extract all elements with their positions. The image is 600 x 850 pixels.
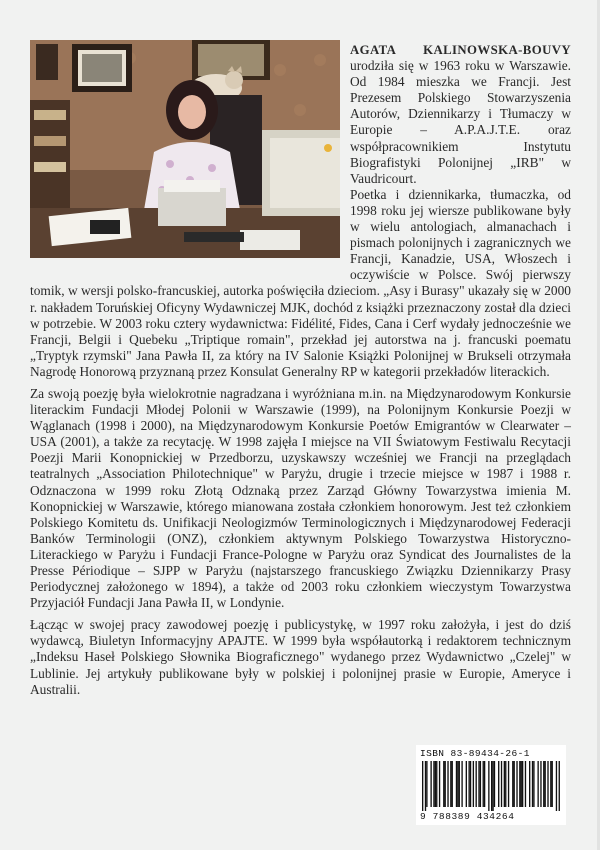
barcode-bar <box>457 761 458 807</box>
barcode-bar <box>492 761 493 811</box>
barcode-bar <box>483 761 484 807</box>
barcode-bar <box>466 761 467 807</box>
barcode-bar <box>488 761 489 811</box>
barcode-bar <box>426 761 427 807</box>
isbn-barcode <box>416 745 566 825</box>
barcode-bar <box>512 761 513 807</box>
barcode-bar <box>521 761 522 807</box>
barcode-bar <box>439 761 440 807</box>
barcode-bar <box>436 761 437 807</box>
barcode-bar <box>422 761 423 811</box>
barcode-bar <box>547 761 548 807</box>
author-name: AGATA KALINOWSKA-BOUVY <box>350 43 571 57</box>
barcode-bar <box>461 761 462 807</box>
barcode-bar <box>552 761 553 807</box>
barcode-bar <box>494 761 495 807</box>
barcode-bar <box>445 761 446 807</box>
photo-spacer <box>30 42 350 274</box>
barcode-bar <box>468 761 469 807</box>
barcode-bar <box>452 761 453 807</box>
barcode-bar <box>519 761 520 807</box>
biography-text <box>30 42 571 698</box>
barcode-bar <box>522 761 523 807</box>
barcode-bar <box>537 761 538 807</box>
barcode-bar <box>473 761 474 807</box>
barcode-bar <box>533 761 534 807</box>
barcode-bar <box>430 761 431 807</box>
isbn-label: ISBN 83-89434-26-1 <box>420 748 530 759</box>
barcode-bar <box>443 761 444 807</box>
barcode-bar <box>559 761 560 811</box>
barcode-bar <box>435 761 436 807</box>
barcode-bar <box>514 761 515 807</box>
ean-digits: 9 788389 434264 <box>420 811 515 822</box>
paragraph-career: Poetka i dziennikarka, tłumaczka, od 1998 roku jej wiersze publikowane były w wielu antologiach, almanachach i pismach polonijnych i zagranicznych we Francji, Kanadzie, USA, Włoszech i oczywiście w Polsce. Swój pierwszy tomik, w wersji polsko-francuskiej, autorka poświęciła dzieciom. „Asy i Burasy" ukazały się w 2000 r. nakładem Toruńskiej Oficyny Wydawniczej MJK, dochód z książki przeznaczony został dla dzieci w potrzebie. W 2003 roku cztery wydawnictwa: Fidélité, Fides, Cana i Cerf wydały jednocześnie we Francji, Belgii i Quebeku „Triptique romain", przekład jej autorstwa na j. francuski poematu „Tryptyk rzymski" Jana Pawła II, za który na IV Salonie Książki Polonijnej w Brukseli otrzymała Nagrodę Honorową przyznaną przez Konsulat Generalny RP w kategorii przekładów literackich. <box>30 186 571 379</box>
barcode-bar <box>459 761 460 807</box>
barcode-bar <box>516 761 517 807</box>
barcode-bar <box>498 761 499 807</box>
barcode-bar <box>550 761 551 807</box>
barcode-bar <box>504 761 505 807</box>
barcode-bar <box>529 761 530 807</box>
paragraph-awards: Za swoją poezję była wielokrotnie nagradzana i wyróżniana m.in. na Międzynarodowym Konkursie literackim Fundacji Młodej Polonii w Warszawie (1999), na Polonijnym Konkursie Poezji w Wąglanach (1998 i 2000), na Międzynarodowym Konkursie Poetów Emigrantów w Clearwater – USA (2001), a także za recytację. W 1998 zajęła I miejsce na VII Światowym Festiwalu Recytacji Poezji Marii Konopnickiej w Przedborzu, uzyskawszy wcześniej we Francji na przeglądach teatralnych „Association Philotechnique" w Paryżu, drugie i trzecie miejsce w 1987 i 1988 r. Odznaczona w 1999 roku Złotą Odznaką przez Zarząd Główny Towarzystwa imienia M. Konopnickiej w Warszawie, którego mianowana została członkiem honorowym. Jest też członkiem Polskiego Komitetu ds. Unifikacji Neologizmów Terminologicznych i Międzynarodowej Federacji Banków Terminologii (ONZ), członkiem aktywnym Polskiego Towarzystwa Historyczno-Literackiego w Paryżu i Fundacji France-Pologne w Paryżu oraz Syndicat des Journalistes de la Presse Périodique – SJPP w Paryżu (najstarszego francuskiego Związku Dziennikarzy Prasy Periodycznej założonego w 1894), a także od 2003 roku członkiem wieczystym Towarzystwa Przyjaciół Fundacji Jana Pawła II, w Londynie. <box>30 385 571 611</box>
barcode-bar <box>480 761 481 807</box>
barcode-bar <box>543 761 544 807</box>
barcode-bar <box>491 761 492 811</box>
barcode-bar <box>508 761 509 807</box>
barcode-bar <box>505 761 506 807</box>
barcode-bar <box>525 761 526 807</box>
intro-text: urodziła się w 1963 roku w Warszawie. Od 1984 mieszka we Francji. Jest Prezesem Polskiego Stowarzyszenia Autorów, Dziennikarzy i Tłumaczy w Europie – A.P.A.J.T.E. oraz współpracownikiem Instytutu Biografistyki Polonijnej „IRB" w Vaudricourt. <box>350 58 571 186</box>
barcode-bar <box>532 761 533 807</box>
barcode-bar <box>470 761 471 807</box>
barcode-bar <box>447 761 448 807</box>
barcode-bar <box>456 761 457 807</box>
barcode-bar <box>478 761 479 807</box>
barcode-bar <box>433 761 434 807</box>
barcode-bar <box>540 761 541 807</box>
barcode-bar <box>476 761 477 807</box>
paragraph-publishing: Łącząc w swojej pracy zawodowej poezję i publicystykę, w 1997 roku założyła, i jest do dziś wydawcą, Biuletyn Informacyjny APAJTE. W 1999 była współautorką i redaktorem technicznym „Indeksu Haseł Polskiego Słownika Biograficznego" wydanego przez Wydawnictwo „Czelej" w Lublinie. Jej artykuły publikowane były w polskiej i polonijnej prasie w Europie, Ameryce i Australii. <box>30 617 571 697</box>
barcode-bar <box>501 761 502 807</box>
barcode-bar <box>556 761 557 811</box>
barcode-bar <box>425 761 426 811</box>
barcode-bars <box>422 761 560 811</box>
barcode-bar <box>484 761 485 807</box>
barcode-bar <box>545 761 546 807</box>
barcode-bar <box>450 761 451 807</box>
